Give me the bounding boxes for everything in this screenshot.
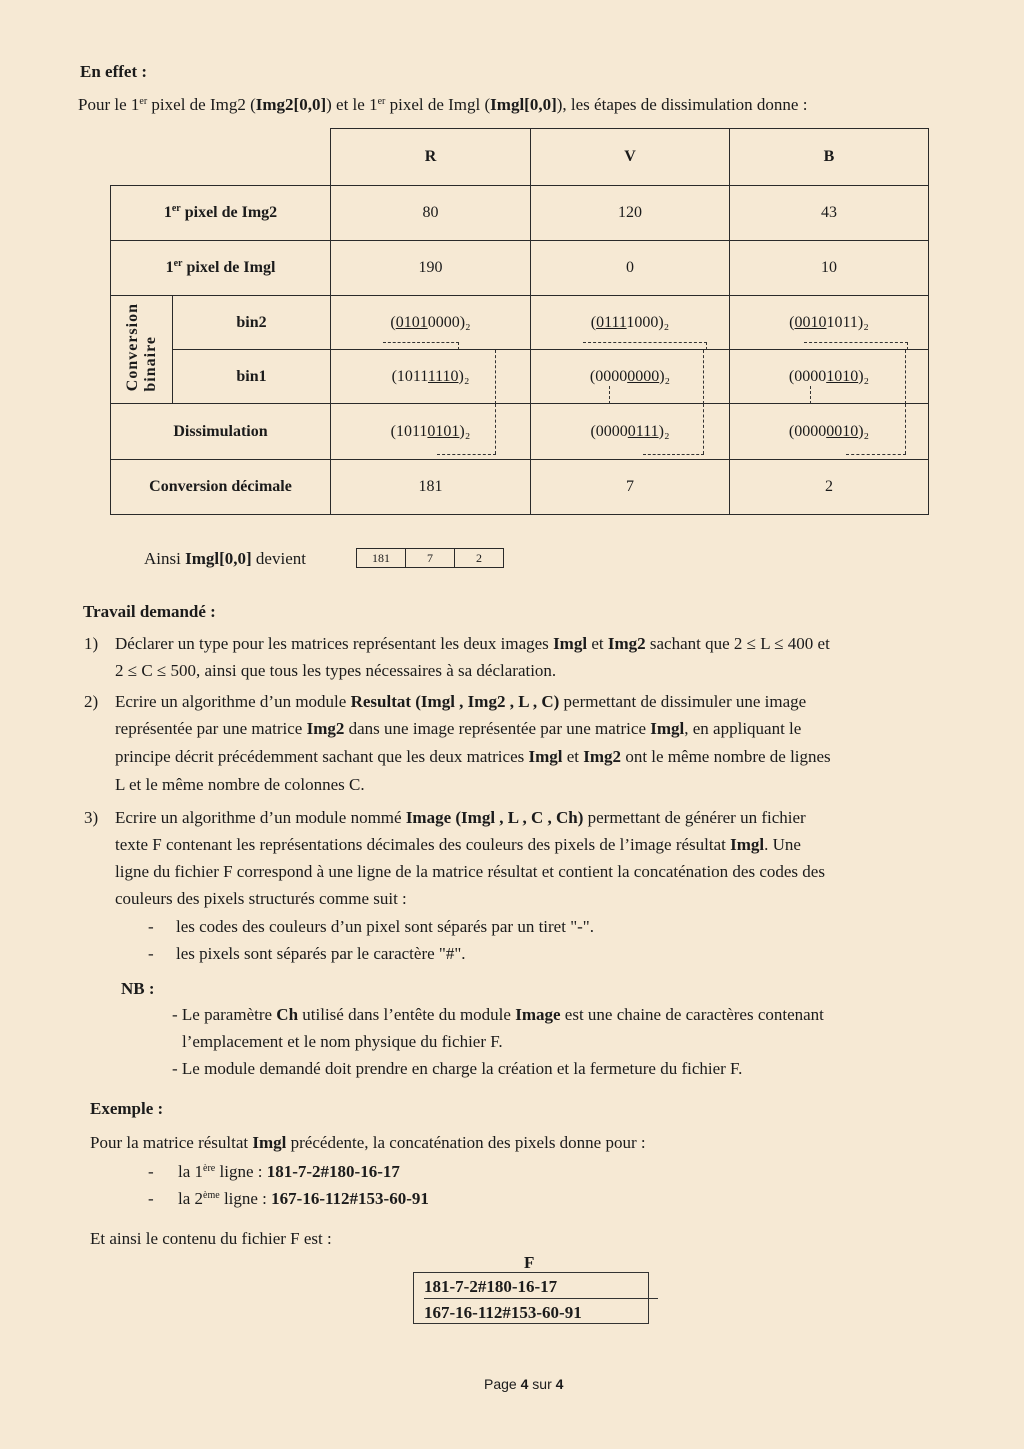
- exemple-row1: la 1ère ligne : 181-7-2#180-16-17: [178, 1162, 400, 1181]
- nb-line2: l’emplacement et le nom physique du fichier F.: [182, 1032, 503, 1051]
- q1-line2: 2 ≤ C ≤ 500, ainsi que tous les types nécessaires à sa déclaration.: [115, 661, 557, 680]
- row-label-img2: 1er pixel de Img2: [111, 186, 331, 241]
- row-label-img1: 1er pixel de Imgl: [111, 241, 331, 296]
- q3-line1: Ecrire un algorithme d’un module nommé Image (Imgl , L , C , Ch) permettant de générer un fichier: [115, 808, 806, 827]
- pixel-result-box: [356, 548, 504, 568]
- bin2-v: (01111000)₂: [531, 296, 730, 350]
- q3-number: 3): [84, 808, 99, 827]
- bin2-b: (00101011)₂: [730, 296, 929, 350]
- table-row: [111, 186, 929, 241]
- file-line: 167-16-112#153-60-91: [424, 1303, 582, 1322]
- bullet-dash: -: [148, 1162, 154, 1181]
- exemple-line1: Pour la matrice résultat Imgl précédente, la concaténation des pixels donne pour :: [90, 1133, 646, 1152]
- exemple-row2: la 2ème ligne : 167-16-112#153-60-91: [178, 1189, 429, 1208]
- bin1-label: bin1: [173, 350, 331, 404]
- conversion-decimale-label: Conversion décimale: [111, 460, 331, 515]
- bullet-dash: -: [148, 1189, 154, 1208]
- dissim-b: (00000010)₂: [730, 404, 929, 460]
- dissim-r: (10110101)₂: [331, 404, 531, 460]
- q2-line1: Ecrire un algorithme d’un module Resultat (Imgl , Img2 , L , C) permettant de dissimuler une image: [115, 692, 807, 711]
- table-row: [111, 350, 929, 404]
- dissimulation-label: Dissimulation: [111, 404, 331, 460]
- conversion-binaire-label: Conversionbinaire: [111, 296, 173, 404]
- cell-value: 43: [730, 186, 929, 241]
- nb-heading: NB :: [121, 979, 155, 998]
- exemple-heading: Exemple :: [90, 1099, 164, 1118]
- cell-value: 10: [730, 241, 929, 296]
- cell-value: 80: [331, 186, 531, 241]
- cell-value: 7: [531, 460, 730, 515]
- header-b: B: [730, 129, 929, 186]
- bullet-dash: -: [148, 944, 154, 963]
- table-corner: [111, 129, 331, 186]
- bin1-v: (00000000)₂: [531, 350, 730, 404]
- q1-line1: Déclarer un type pour les matrices représentant les deux images Imgl et Img2 sachant que 2 ≤ L ≤ 400 et: [115, 634, 830, 653]
- cell-value: 190: [331, 241, 531, 296]
- cell-value: 181: [331, 460, 531, 515]
- pixel-cell: 2: [455, 549, 504, 568]
- nb-line3: - Le module demandé doit prendre en charge la création et la fermeture du fichier F.: [172, 1059, 743, 1078]
- q2-line3: principe décrit précédemment sachant que les deux matrices Imgl et Img2 ont le même nombre de lignes: [115, 747, 831, 766]
- header-r: R: [331, 129, 531, 186]
- q3-line4: couleurs des pixels structurés comme suit :: [115, 889, 407, 908]
- cell-value: 2: [730, 460, 929, 515]
- q3-bullet2: les pixels sont séparés par le caractère "#".: [176, 944, 466, 963]
- table-row: [111, 404, 929, 460]
- q2-number: 2): [84, 692, 99, 711]
- nb-line1: - Le paramètre Ch utilisé dans l’entête du module Image est une chaine de caractères contenant: [172, 1005, 824, 1024]
- q2-line2: représentée par une matrice Img2 dans une image représentée par une matrice Imgl, en appliquant le: [115, 719, 802, 738]
- header-v: V: [531, 129, 730, 186]
- dissim-v: (00000111)₂: [531, 404, 730, 460]
- q3-line3: ligne du fichier F correspond à une ligne de la matrice résultat et contient la concaténation des codes des: [115, 862, 825, 881]
- travail-heading: Travail demandé :: [83, 602, 216, 621]
- q3-bullet1: les codes des couleurs d’un pixel sont séparés par un tiret "-".: [176, 917, 594, 936]
- file-label: F: [524, 1253, 535, 1272]
- file-content-box: [413, 1272, 649, 1324]
- bin2-r: (01010000)₂: [331, 296, 531, 350]
- q3-line2: texte F contenant les représentations décimales des couleurs des pixels de l’image résultat Imgl. Une: [115, 835, 801, 854]
- table-row: [111, 241, 929, 296]
- pixel-cell: 181: [357, 549, 406, 568]
- cell-value: 120: [531, 186, 730, 241]
- exemple-conclusion: Et ainsi le contenu du fichier F est :: [90, 1229, 332, 1248]
- bullet-dash: -: [148, 917, 154, 936]
- table-row: [111, 296, 929, 350]
- q2-line4: L et le même nombre de colonnes C.: [115, 775, 365, 794]
- bin2-label: bin2: [173, 296, 331, 350]
- file-line: 181-7-2#180-16-17: [424, 1277, 558, 1296]
- dissimulation-table: [110, 128, 929, 515]
- intro-heading: En effet :: [80, 62, 148, 81]
- bin1-r: (10111110)₂: [331, 350, 531, 404]
- table-row: [111, 460, 929, 515]
- page-number: Page 4 sur 4: [484, 1376, 564, 1392]
- pixel-cell: 7: [406, 549, 455, 568]
- file-divider: [424, 1298, 658, 1299]
- q1-number: 1): [84, 634, 99, 653]
- ainsi-text: Ainsi Imgl[0,0] devient: [144, 549, 306, 568]
- bin1-b: (00001010)₂: [730, 350, 929, 404]
- intro-text: Pour le 1er pixel de Img2 (Img2[0,0]) et le 1er pixel de Imgl (Imgl[0,0]), les étapes de dissimulation donne :: [78, 95, 808, 114]
- cell-value: 0: [531, 241, 730, 296]
